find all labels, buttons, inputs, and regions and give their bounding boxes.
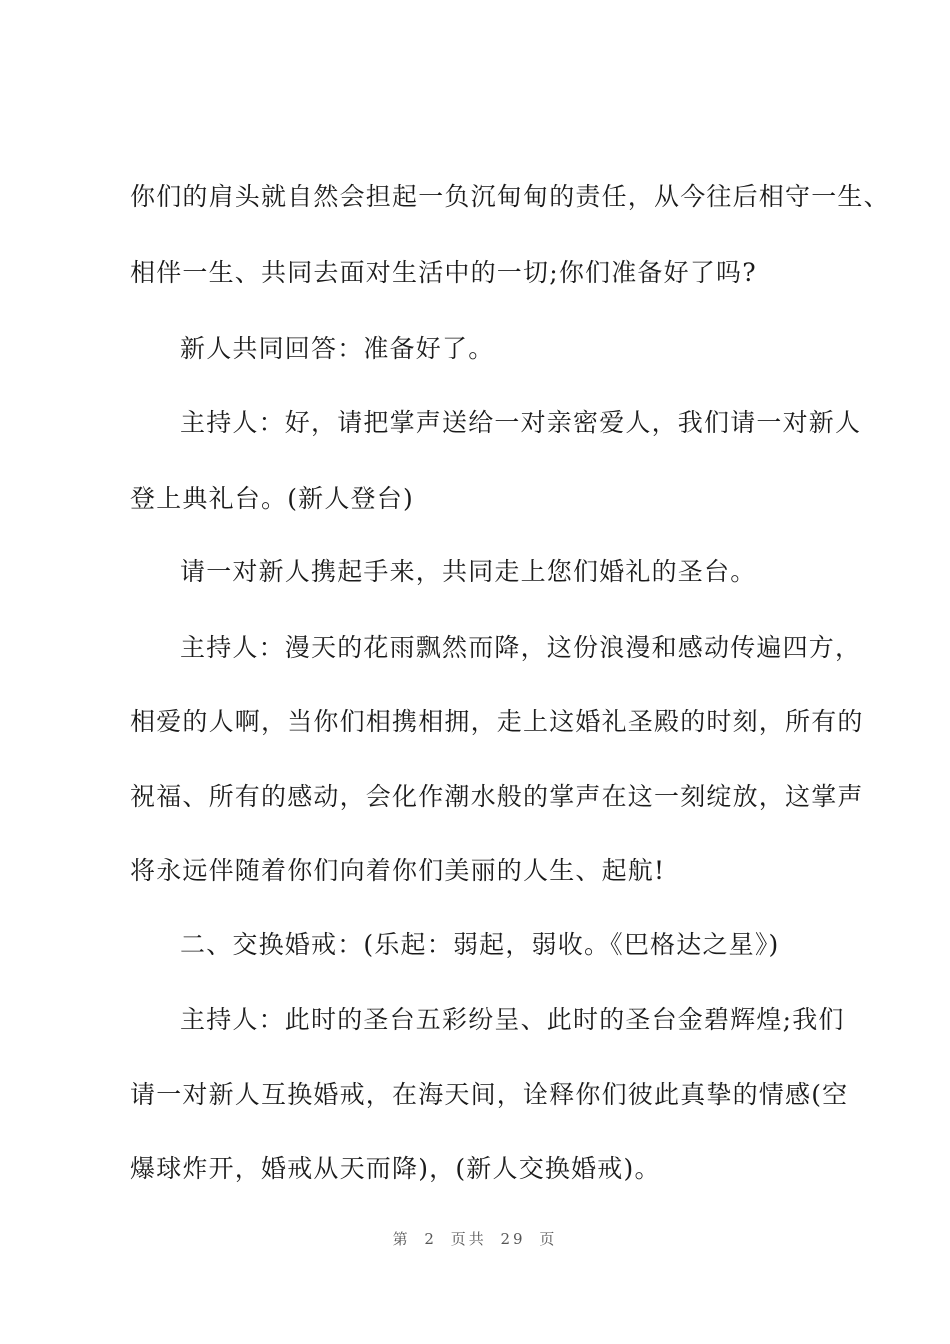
paragraph-first-line: 请一对新人携起手来，共同走上您们婚礼的圣台。 — [180, 557, 757, 586]
paragraph-first-line: 主持人：好，请把掌声送给一对亲密爱人，我们请一对新人 — [180, 408, 862, 437]
text-line: 爆球炸开，婚戒从天而降)，(新人交换婚戒)。 — [130, 1154, 661, 1183]
text-line: 祝福、所有的感动，会化作潮水般的掌声在这一刻绽放，这掌声 — [130, 782, 864, 811]
text-line: 相伴一生、共同去面对生活中的一切;你们准备好了吗? — [130, 258, 757, 287]
page-number-footer: 第 2 页共 29 页 — [392, 1230, 558, 1248]
paragraph-first-line: 新人共同回答：准备好了。 — [180, 334, 495, 363]
text-line: 请一对新人互换婚戒，在海天间，诠释你们彼此真挚的情感(空 — [130, 1080, 849, 1109]
text-line: 登上典礼台。(新人登台) — [130, 484, 414, 513]
text-line: 将永远伴随着你们向着你们美丽的人生、起航! — [130, 856, 666, 885]
section-heading: 二、交换婚戒：(乐起：弱起，弱收。《巴格达之星》) — [180, 930, 780, 959]
paragraph-first-line: 主持人：此时的圣台五彩纷呈、此时的圣台金碧辉煌;我们 — [180, 1005, 845, 1034]
paragraph-first-line: 主持人：漫天的花雨飘然而降，这份浪漫和感动传遍四方， — [180, 633, 862, 662]
text-line: 相爱的人啊，当你们相携相拥，走上这婚礼圣殿的时刻，所有的 — [130, 707, 864, 736]
text-line: 你们的肩头就自然会担起一负沉甸甸的责任，从今往后相守一生、 — [130, 182, 890, 211]
